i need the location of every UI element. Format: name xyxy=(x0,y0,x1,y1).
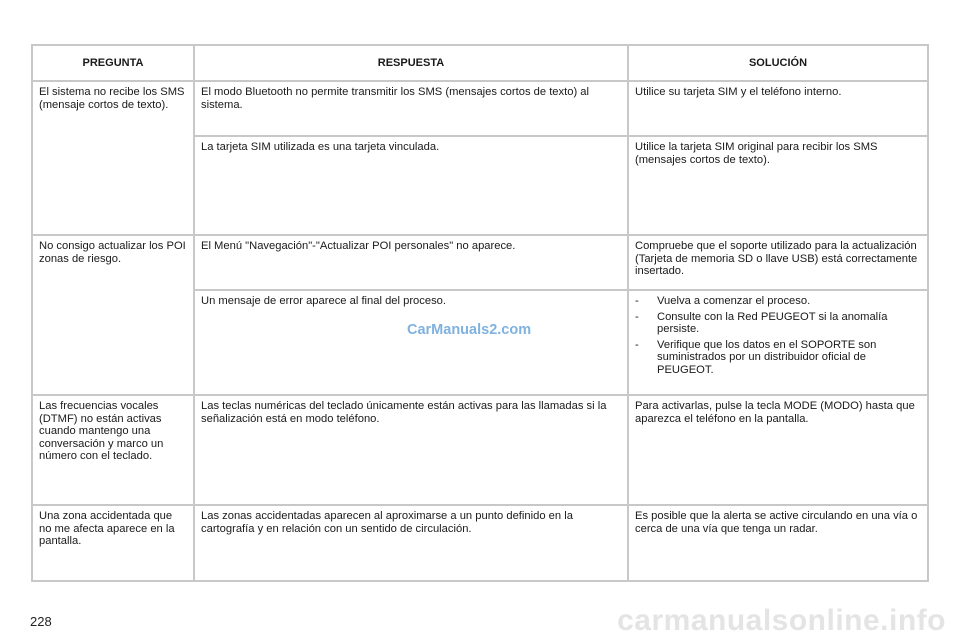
answer-cell: Un mensaje de error aparece al final del proceso. xyxy=(195,291,629,394)
table-row xyxy=(195,82,927,135)
header-solucion: SOLUCIÓN xyxy=(629,46,927,82)
answer-cell: La tarjeta SIM utilizada es una tarjeta vinculada. xyxy=(195,137,629,234)
table-header-row xyxy=(33,46,927,82)
answer-cell: Las zonas accidentadas aparecen al aproximarse a un punto definido en la cartografía y en relación con un sentido de circulación. xyxy=(195,506,629,580)
watermark-text: CarManuals2.com xyxy=(407,322,532,338)
question-cell: No consigo actualizar los POI zonas de riesgo. xyxy=(33,236,195,394)
table-row xyxy=(195,135,927,234)
solution-cell: Para activarlas, pulse la tecla MODE (MODO) hasta que aparezca el teléfono en la pantalla. xyxy=(635,400,915,425)
faq-table xyxy=(31,44,929,582)
header-pregunta: PREGUNTA xyxy=(33,46,195,82)
solution-cell: Es posible que la alerta se active circulando en una vía o cerca de una vía que tenga un radar. xyxy=(635,510,918,535)
question-cell: El sistema no recibe los SMS (mensaje cortos de texto). xyxy=(33,82,195,234)
table-group xyxy=(33,236,927,396)
table-row xyxy=(195,396,927,504)
table-group xyxy=(33,396,927,506)
answer-cell: El modo Bluetooth no permite transmitir los SMS (mensajes cortos de texto) al sistema. xyxy=(195,82,629,135)
page-number: 228 xyxy=(30,614,52,629)
table-group xyxy=(33,82,927,236)
solution-cell xyxy=(629,291,927,394)
list-item: - Consulte con la Red PEUGEOT si la anomalía persiste. xyxy=(635,310,888,336)
solution-cell: Utilice la tarjeta SIM original para recibir los SMS (mensajes cortos de texto). xyxy=(635,141,878,166)
solution-cell: Utilice su tarjeta SIM y el teléfono interno. xyxy=(635,86,842,98)
table-row xyxy=(195,289,927,394)
question-cell: Las frecuencias vocales (DTMF) no están activas cuando mantengo una conversación y marco un número con el teclado. xyxy=(33,396,195,504)
solution-list xyxy=(635,295,921,377)
answer-cell: Las teclas numéricas del teclado únicamente están activas para las llamadas si la señalización está en modo teléfono. xyxy=(195,396,629,504)
solution-cell: Compruebe que el soporte utilizado para la actualización (Tarjeta de memoria SD o llave USB) está correctamente insertado. xyxy=(635,240,918,278)
list-item: - Verifique que los datos en el SOPORTE son suministrados por un distribuidor oficial de PEUGEOT. xyxy=(635,338,877,376)
table-row xyxy=(195,506,927,580)
list-item: - Vuelva a comenzar el proceso. xyxy=(635,295,811,307)
header-respuesta: RESPUESTA xyxy=(195,46,629,82)
table-row xyxy=(195,236,927,289)
site-watermark: carmanualsonline.info xyxy=(617,604,946,637)
table-group xyxy=(33,506,927,580)
answer-cell: El Menú "Navegación"-"Actualizar POI personales" no aparece. xyxy=(195,236,629,289)
question-cell: Una zona accidentada que no me afecta aparece en la pantalla. xyxy=(33,506,195,580)
